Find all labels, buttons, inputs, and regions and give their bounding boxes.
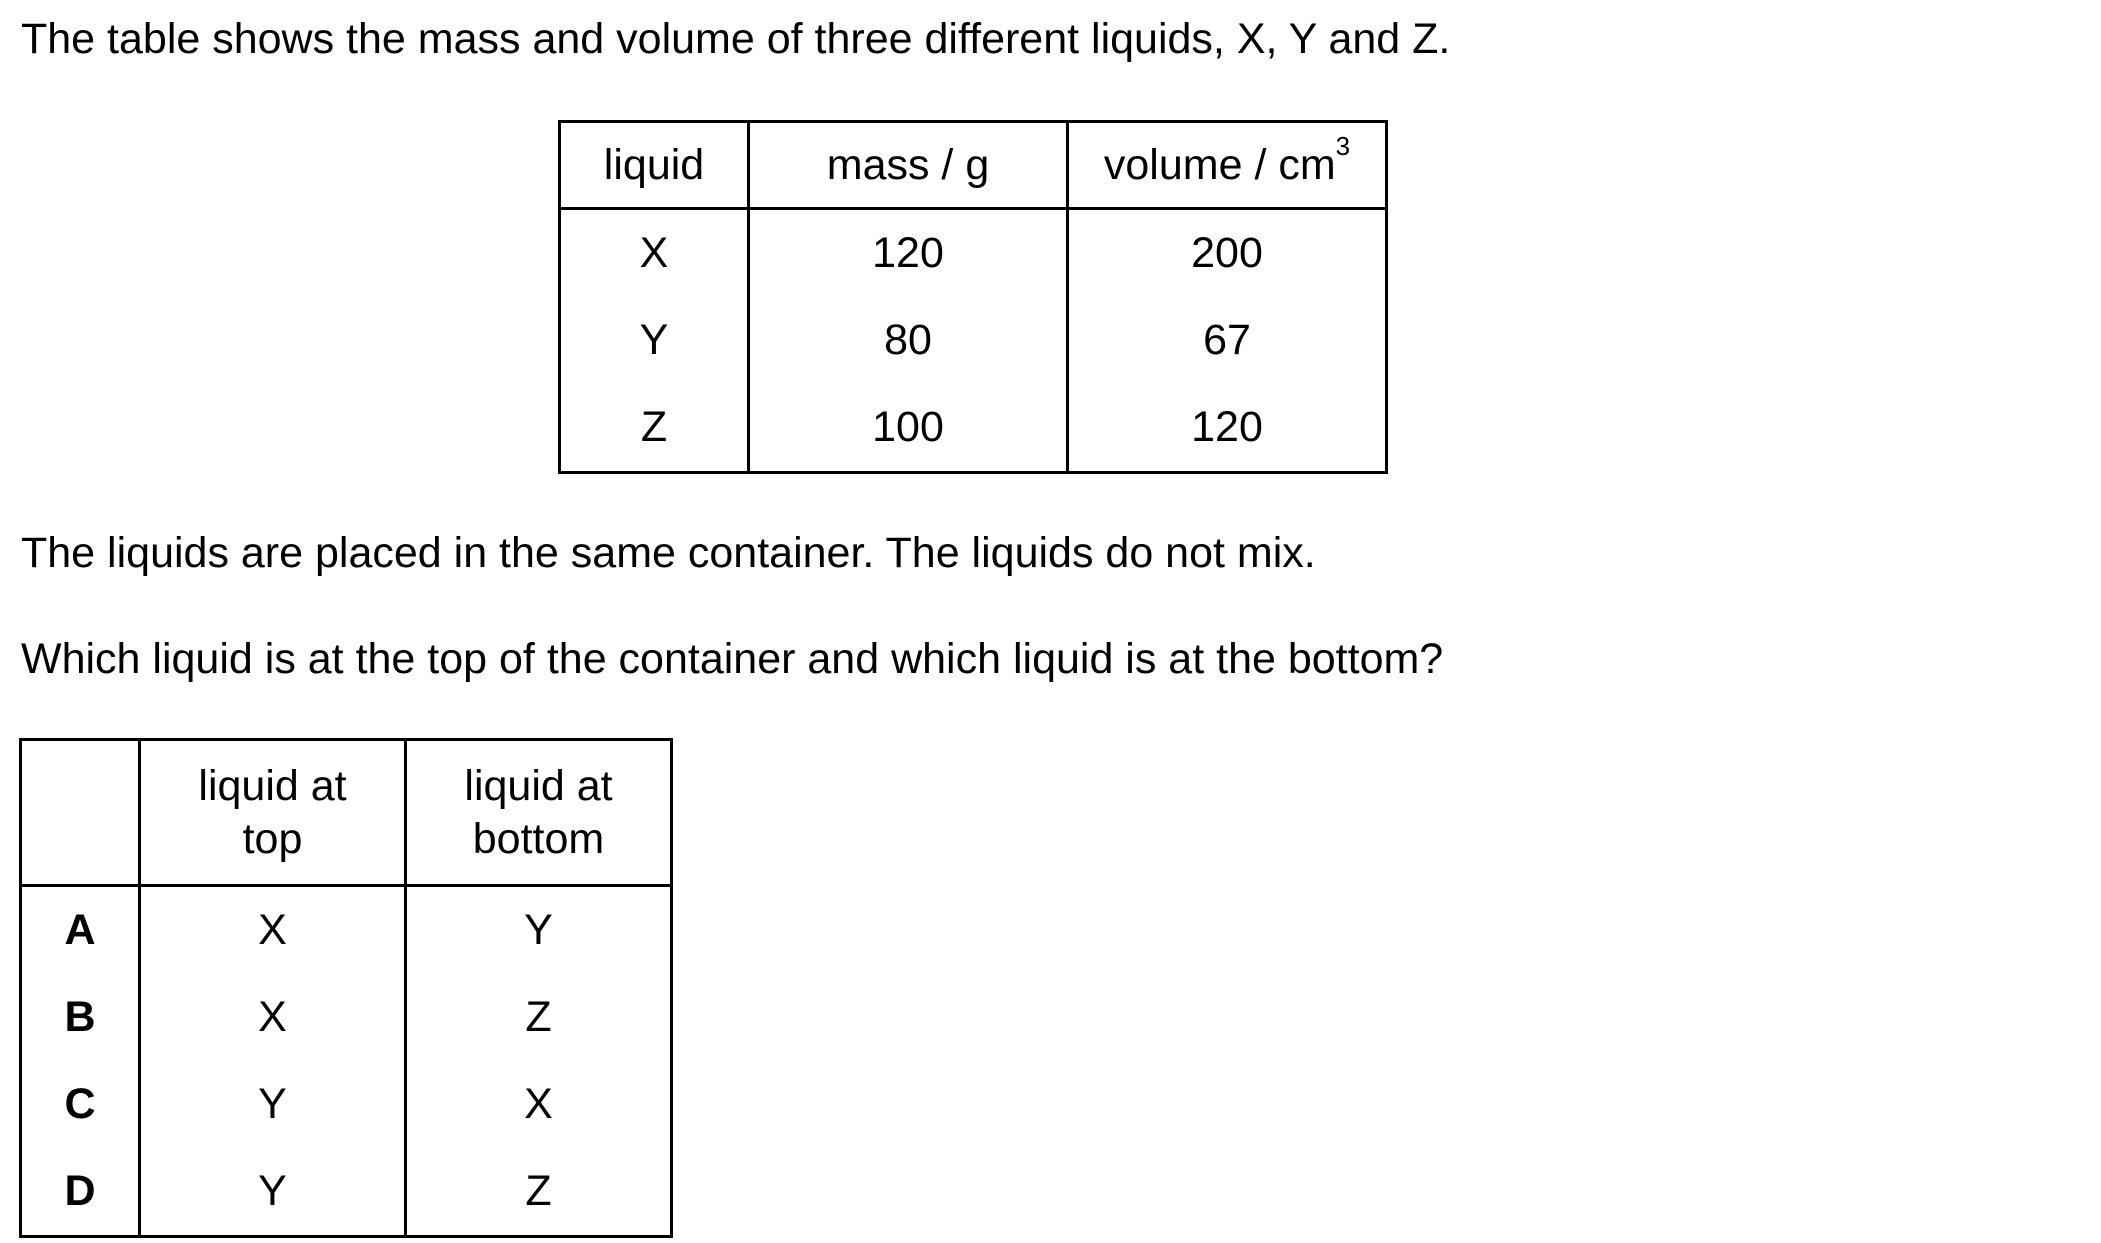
option-row-a[interactable] [21,886,672,975]
option-key: C [21,1061,140,1148]
cell-liquid: Z [560,384,749,473]
cell-liquid: X [560,209,749,298]
option-bottom-liquid: Y [406,886,672,975]
header-liquid-at-top [140,740,406,886]
liquid-data-table [558,120,1388,474]
header-liquid-at-bottom [406,740,672,886]
table-row [560,209,1387,298]
header-top-line1: liquid at [198,762,347,811]
cell-mass: 120 [749,209,1068,298]
option-row-d[interactable] [21,1148,672,1237]
question-text: Which liquid is at the top of the container and which liquid is at the bottom? [21,635,1444,683]
table-header-row [560,122,1387,209]
header-top-line2: top [242,814,303,863]
option-key: B [21,974,140,1061]
header-liquid: liquid [560,122,749,209]
header-option-key [21,740,140,886]
option-row-b[interactable] [21,974,672,1061]
header-volume-text: volume / cm [1103,140,1336,189]
cell-mass: 100 [749,384,1068,473]
table-row [560,297,1387,384]
option-key: A [21,886,140,975]
table-header-row [21,740,672,886]
cell-liquid: Y [560,297,749,384]
cell-volume: 200 [1068,209,1387,298]
header-volume [1068,122,1387,209]
liquids-placed-text: The liquids are placed in the same container. The liquids do not mix. [21,529,1316,577]
cell-volume: 67 [1068,297,1387,384]
header-mass: mass / g [749,122,1068,209]
option-top-liquid: Y [140,1148,406,1237]
cell-mass: 80 [749,297,1068,384]
header-bottom-line2: bottom [472,814,605,863]
intro-text: The table shows the mass and volume of three different liquids, X, Y and Z. [21,15,1451,63]
header-bottom-line1: liquid at [464,762,613,811]
option-top-liquid: X [140,974,406,1061]
cell-volume: 120 [1068,384,1387,473]
option-key: D [21,1148,140,1237]
table-row [560,384,1387,473]
option-bottom-liquid: Z [406,1148,672,1237]
option-row-c[interactable] [21,1061,672,1148]
answer-options-table [19,738,673,1238]
option-top-liquid: Y [140,1061,406,1148]
option-bottom-liquid: Z [406,974,672,1061]
header-volume-superscript: 3 [1335,130,1351,161]
option-top-liquid: X [140,886,406,975]
option-bottom-liquid: X [406,1061,672,1148]
